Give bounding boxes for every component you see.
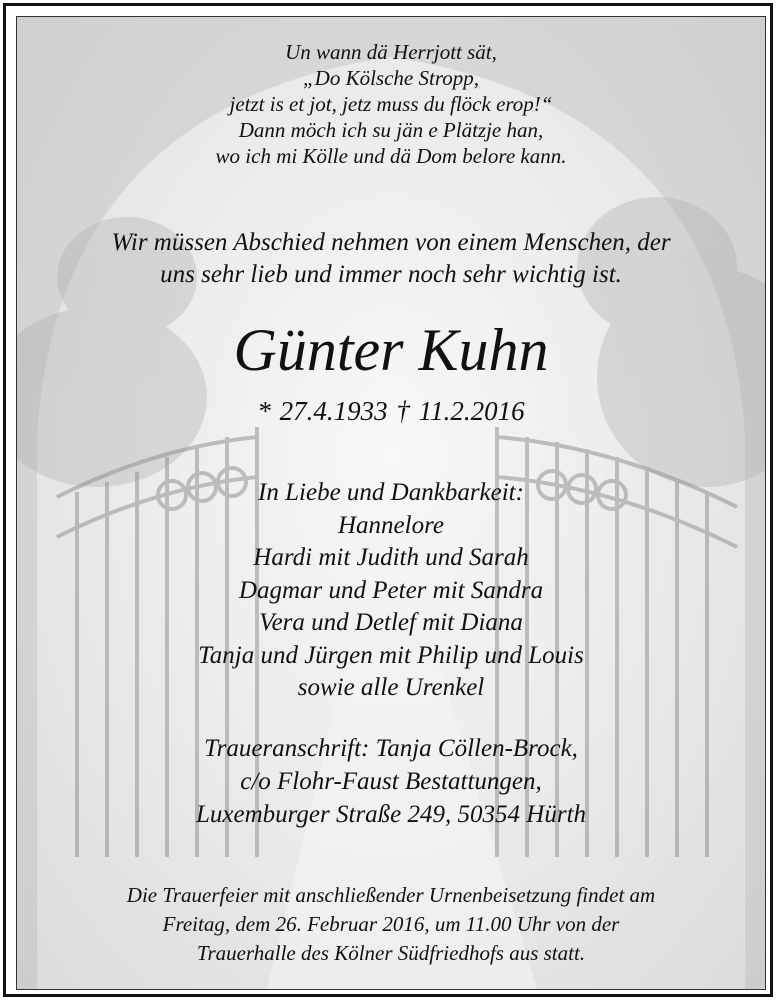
poem [17,39,765,169]
mourners-list [17,477,765,705]
poem-line: jetzt is et jot, jetz muss du flöck erop!“ [229,92,553,116]
address-line: c/o Flohr-Faust Bestattungen, [240,768,542,795]
intro-line: Wir müssen Abschied nehmen von einem Menschen, der [111,229,671,256]
poem-line: Dann möch ich su jän e Plätzje han, [238,118,544,142]
mourning-address [17,732,765,831]
poem-line: Un wann dä Herrjott sät, [285,40,497,64]
notice-inner-frame [16,16,766,990]
deceased-name: Günter Kuhn [233,317,549,383]
mourner-entry: Hardi mit Judith und Sarah [253,544,529,571]
ceremony-line: Trauerhalle des Kölner Südfriedhofs aus statt. [196,941,586,965]
funeral-ceremony-info [17,881,765,968]
mourner-entry: Tanja und Jürgen mit Philip und Louis [198,641,584,669]
poem-line: „Do Kölsche Stropp, [303,66,479,90]
mourner-entry: Hannelore [338,511,444,539]
farewell-intro [17,227,765,291]
mourner-entry: Vera und Detlef mit Diana [259,609,523,636]
life-dates: * 27.4.1933 † 11.2.2016 [257,396,525,426]
notice-outer-frame [3,3,773,997]
intro-line: uns sehr lieb und immer noch sehr wichtig ist. [160,261,622,288]
mourners-heading: In Liebe und Dankbarkeit: [258,479,524,506]
ceremony-line: Die Trauerfeier mit anschließender Urnenbeisetzung findet am [126,883,656,907]
address-line: Luxemburger Straße 249, 50354 Hürth [195,801,587,828]
mourner-entry: sowie alle Urenkel [297,674,485,701]
poem-line: wo ich mi Kölle und dä Dom belore kann. [215,144,567,168]
ceremony-line: Freitag, dem 26. Februar 2016, um 11.00 Uhr von der [162,912,620,936]
mourner-entry: Dagmar und Peter mit Sandra [238,576,544,604]
address-line: Traueranschrift: Tanja Cöllen-Brock, [204,735,578,762]
notice-content [17,17,765,989]
